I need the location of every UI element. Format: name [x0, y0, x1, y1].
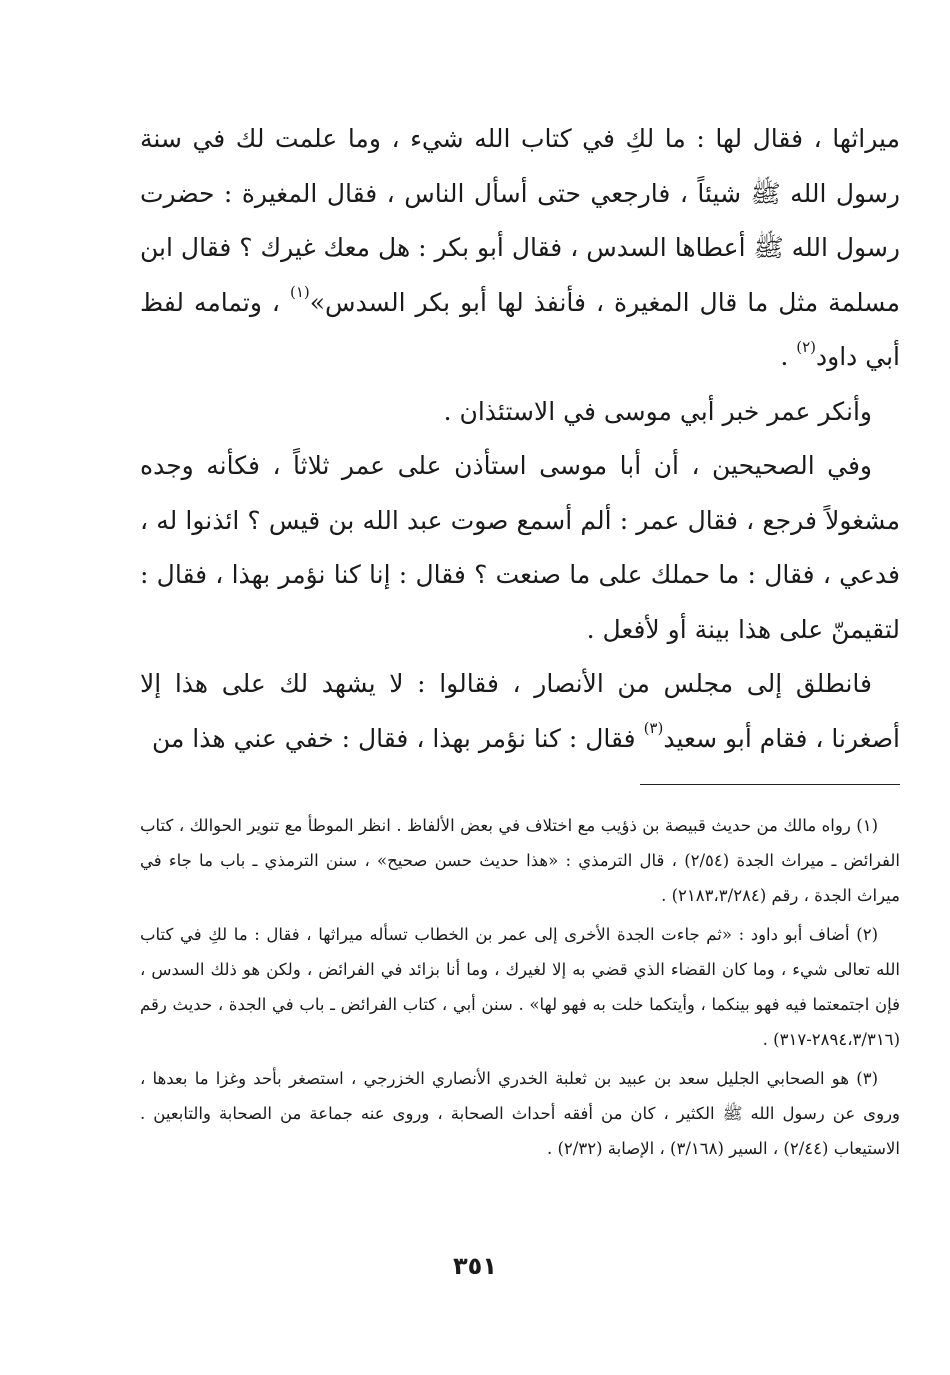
- footnotes: [140, 808, 900, 1170]
- paragraph-2: وأنكر عمر خبر أبي موسى في الاستئذان .: [443, 396, 872, 426]
- footnote-divider: [640, 784, 900, 785]
- footnote-2: (٢) أضاف أبو داود : «ثم جاءت الجدة الأخرى إلى عمر بن الخطاب تسأله ميراثها ، فقال : ما لكِ في كتاب الله تعالى شيء ، وما كان القضاء الذي قضي به إلا لغيرك ، وما أنا بزائد في الفرائض ، ولكن هو ذلك السدس ، فإن اجتمعتما فيه فهو بينكما ، وأيتكما خلت به فهو لها» . سنن أبي ، كتاب الفرائض ـ باب في الجدة ، حديث رقم (٢٨٩٤،٣/٣١٦-٣١٧) .: [140, 925, 900, 1049]
- paragraph-1-tail: .: [780, 342, 797, 371]
- paragraph-4: [140, 657, 900, 766]
- main-text: [140, 112, 900, 766]
- footnote-ref-1[interactable]: (١): [289, 283, 310, 302]
- paragraph-4-continuation: فقال : كنا نؤمر بهذا ، فقال : خفي عني هذا من: [151, 723, 644, 753]
- paragraph-4-text: فانطلق إلى مجلس من الأنصار ، فقالوا : لا يشهد لك على هذا إلا أصغرنا ، فقام أبو سعيد: [140, 669, 900, 753]
- paragraph-1-text: ميراثها ، فقال لها : ما لكِ في كتاب الله شيء ، وما علمت لك في سنة رسول الله ﷺ شيئاً ، فارجعي حتى أسأل الناس ، فقال المغيرة : حضرت رسول الله ﷺ أعطاها السدس ، فقال أبو بكر : هل معك غيرك ؟ فقال ابن مسلمة مثل ما قال المغيرة ، فأنفذ لها أبو بكر السدس»: [140, 124, 900, 317]
- footnote-ref-2[interactable]: (٢): [796, 337, 817, 356]
- paragraph-1-continuation: ، وتمامه لفظ أبي داود: [140, 287, 900, 371]
- paragraph-3: وفي الصحيحين ، أن أبا موسى استأذن على عمر ثلاثاً ، فكأنه وجده مشغولاً فرجع ، فقال عمر : ألم أسمع صوت عبد الله بن قيس ؟ ائذنوا له ، فدعي ، فقال : ما حملك على ما صنعت ؟ فقال : إنا كنا نؤمر بهذا ، فقال : لتقيمنّ على هذا بينة أو لأفعل .: [140, 451, 900, 644]
- page-number: ٣٥١: [453, 1252, 497, 1280]
- paragraph-1: [140, 112, 900, 385]
- footnote-1: (١) رواه مالك من حديث قبيصة بن ذؤيب مع اختلاف في بعض الألفاظ . انظر الموطأ مع تنوير الحوالك ، كتاب الفرائض ـ ميراث الجدة (٢/٥٤) ، قال الترمذي : «هذا حديث حسن صحيح» ، سنن الترمذي ـ باب ما جاء في ميراث الجدة ، رقم (٢١٨٣،٣/٢٨٤) .: [140, 816, 900, 905]
- footnote-ref-3[interactable]: (٣): [643, 719, 664, 738]
- footnote-3: (٣) هو الصحابي الجليل سعد بن عبيد بن ثعلبة الخدري الأنصاري الخزرجي ، استصغر بأحد وغزا ما بعدها ، وروى عن رسول الله ﷺ الكثير ، كان من أفقه أحداث الصحابة ، وروى عنه جماعة من الصحابة والتابعين . الاستيعاب (٢/٤٤) ، السير (٣/١٦٨) ، الإصابة (٢/٣٢) .: [140, 1069, 900, 1158]
